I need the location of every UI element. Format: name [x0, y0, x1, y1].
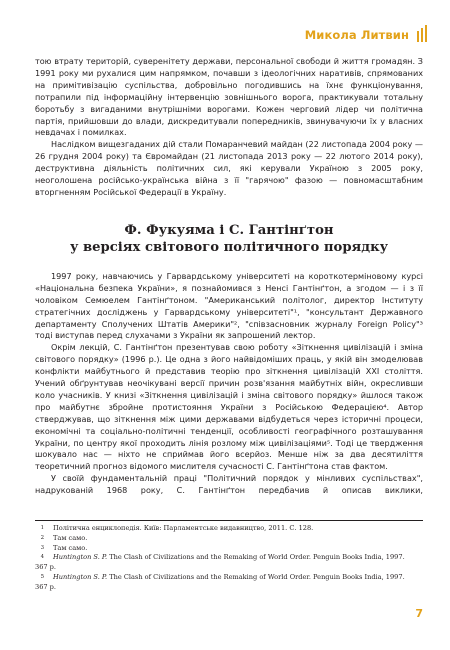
footnotes [35, 520, 423, 593]
page-number: 7 [415, 607, 423, 620]
body-paragraph: У своїй фундаментальній праці "Політичний порядок у мінливих суспільствах", надрукованій 1968 року, С. Гантінґтон передбачив й описав виклики, [35, 473, 423, 496]
running-header [305, 8, 450, 48]
footnote [35, 524, 423, 534]
footnote-author: Huntington S. P. [53, 572, 108, 581]
footnote [35, 534, 423, 544]
body-paragraph: Окрім лекцій, С. Гантінґтон презентував свою роботу «Зіткнення цивілізацій і зміна світового порядку» (1996 р.). Це одна з його найвідоміших праць, у якій він змоделював конфлікти майбутнього й представив теорію про зіткнення цивілізацій XXI століття. Учений обґрунтував неочікувані версії причин розв'язання майбутніх війн, окресливши коло учасників. У книзі «Зіткнення цивілізацій і зміна світового порядку» йшлося також про майбутнє збройне протистояння України з Російською Федерацією⁴. Автор стверджував, що зіткнення між цими державами відбудеться через історичні процеси, економічні та соціально-політичні тенденції, особливості географічного розташування України, по центру якої проходить лінія розлому між цивілізаціями⁵. Тоді це твердження шокувало нас — ніхто не сприймав його всерйоз. Менше ніж за два десятиліття теоретичний прогноз відомого мислителя сучасності С. Гантінґтона став фактом. [35, 342, 423, 472]
section-title-line: Ф. Фукуяма і С. Гантінґтон [124, 222, 334, 238]
footnote-number: 1 [40, 525, 44, 531]
section-title [35, 222, 423, 256]
footnote-number: 3 [40, 544, 44, 551]
footnote-text [53, 553, 423, 563]
footnote-text [53, 573, 423, 583]
footnote-author: Huntington S. P. [53, 553, 108, 562]
footnote-title: The Clash of Civilizations and the Remaking of World Order. Penguin Books India, 1997. [107, 572, 405, 581]
section-title-line: у версіях світового політичного порядку [69, 239, 389, 255]
footnote-continuation: 367 p. [35, 582, 56, 591]
body-paragraph: 1997 року, навчаючись у Гарвардському університеті на короткотерміновому курсі «Національна безпека України», я познайомився з Ненсі Гантінґтон, а згодом — і з її чоловіком Семюелем Гантінґтоном. "Американський політолог, директор Інституту стратегічних досліджень у Гарвардському університеті"¹, "консультант Державного департаменту Сполучених Штатів Америки"², "співзасновник журналу Foreign Policy"³ тоді виступав перед слухачами з України як запрошений лектор. [35, 270, 423, 341]
footnote-text: Політична енциклопедія. Київ: Парламентське видавництво, 2011. С. 128. [53, 524, 314, 532]
footnote [35, 573, 423, 583]
header-bar [417, 31, 419, 42]
footnote-text: Там само. [53, 543, 88, 552]
header-bar [425, 25, 427, 42]
intro-paragraph: тою втрату територій, суверенітету держави, персональної свободи й життя громадян. З 1991 року ми рухалися цим напрямком, почавши з ідеологічних наративів, спрямованих на примітивізацію суспільства, добровільно погодившись на їхнє функціонування, потрапили під інформаційну інтервенцію зовнішнього ворога, практикували тотальну боротьбу з вигаданими внутрішніми ворогами. Кожен черговий лідер чи політична партія, прийшовши до влади, дискредитували попередників, звинувачуючи їх у власних невдачах і помилках. [35, 56, 423, 138]
footnote [35, 553, 423, 563]
header-bars-icon [417, 25, 427, 48]
footnote-continuation: 367 p. [35, 563, 56, 572]
footnote-title: The Clash of Civilizations and the Remaking of World Order. Penguin Books India, 1997. [107, 553, 405, 562]
footnote-text: Там само. [53, 533, 88, 542]
footnote [35, 544, 423, 554]
intro-paragraph: Наслідком вищезгаданих дій стали Помаранчевий майдан (22 листопада 2004 року — 26 грудня 2004 року) та Євромайдан (21 листопада 2013 року — 22 лютого 2014 року), деструктивна діяльність політичних сил, які керували Україною з 2005 року, неоголошена російсько-українська війна з її "гарячою" фазою — повномасштабним вторгненням Російської Федерації в Україну. [35, 139, 423, 197]
footnote-number: 5 [40, 573, 44, 580]
footnote-number: 2 [40, 534, 44, 541]
footnote-number: 4 [40, 554, 44, 561]
header-author: Микола Литвин [304, 28, 409, 42]
header-bar [421, 28, 423, 42]
page-body [35, 56, 423, 497]
